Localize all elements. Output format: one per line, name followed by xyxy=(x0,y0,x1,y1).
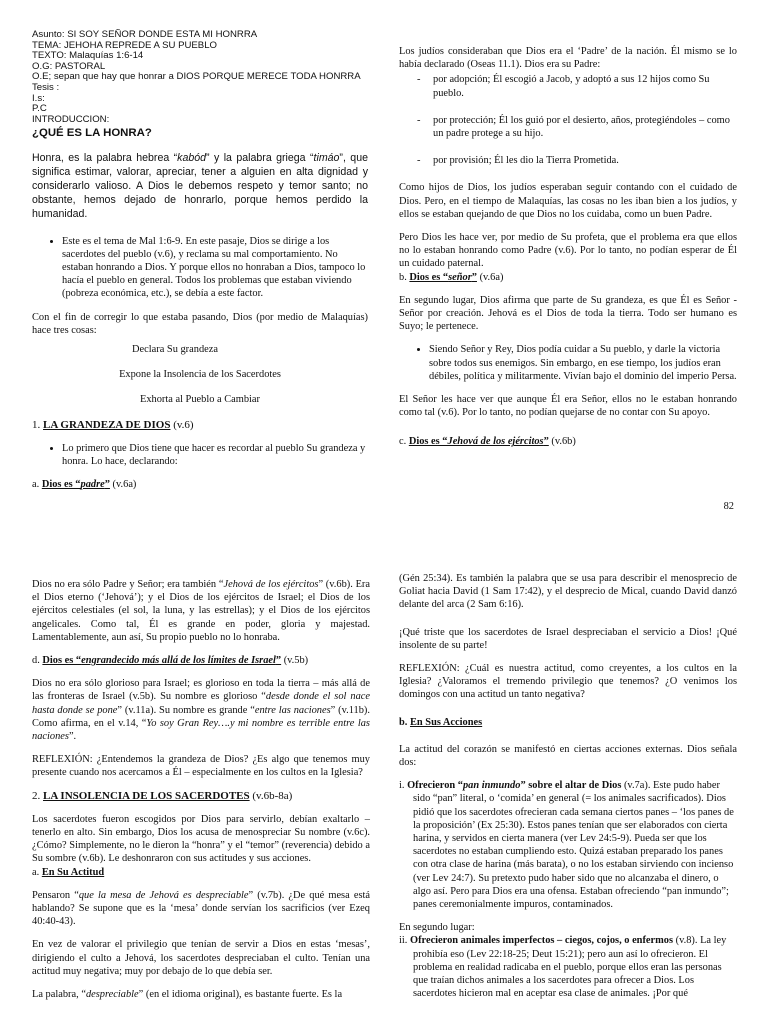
paragraph: ¡Qué triste que los sacerdotes de Israel despreciaban el servicio a Dios! ¡Qué insolente de su parte! xyxy=(399,626,737,651)
dash-item: - por provisión; Él les dio la Tierra Prometida. xyxy=(433,154,737,167)
bullet-item: • Este es el tema de Mal 1:6-9. En este pasaje, Dios se dirige a los sacerdotes del pueblo (v.6), y reclama su mal comportamiento. No estaban honrando a Dios. Y porque ellos no honraban a Dios, tampoco lo hacía el pueblo en general. Todos los problemas que estaban viviendo (pobreza económica, etc.), se debía a este factor. xyxy=(62,235,368,301)
header-line: I.s: xyxy=(32,92,45,104)
section-heading-2: 2. LA INSOLENCIA DE LOS SACERDOTES (v.6b-8a) xyxy=(32,789,293,802)
intro-paragraph: Honra, es la palabra hebrea “kabód” y la palabra griega “timáo”, que significa estimar, valorar, apreciar, tener a alguien en alta dignidad y considerarlo valioso. A Dios le debemos respeto y temor santo; no obstante, hemos dejado de honrarlo, porque hemos perdido la humanidad. xyxy=(32,151,368,220)
point-declara: Declara Su grandeza xyxy=(132,343,218,355)
bullet-item: • Lo primero que Dios tiene que hacer es recordar al pueblo Su grandeza y honra. Lo hace, declarando: xyxy=(62,442,368,468)
subheading-b: b. Dios es “señor” (v.6a) xyxy=(399,271,504,283)
header-line: O.E; sepan que hay que honrar a DIOS PORQUE MERECE TODA HONRRA xyxy=(32,71,361,83)
left-column xyxy=(32,30,368,501)
paragraph: Pensaron “que la mesa de Jehová es despreciable” (v.7b). ¿De qué mesa está hablando? Se supone que es la ‘mesa’ donde servían los sacrificios (ver Ezeq 40:40-43). xyxy=(32,889,370,928)
dash-item: - por protección; Él los guió por el desierto, años, protegiéndoles – como un padre protege a su hijo. xyxy=(433,114,737,140)
paragraph: El Señor les hace ver que aunque Él era Señor, ellos no le estaban honrando como tal (v.6). Por lo tanto, no podían quejarse de no contar con Su apoyo. xyxy=(399,394,737,419)
header-line: P.C xyxy=(32,103,47,115)
subheading-a: a. Dios es “padre” (v.6a) xyxy=(32,479,137,491)
header-line: INTRODUCCION: xyxy=(32,113,110,125)
paragraph: Como hijos de Dios, los judíos esperaban seguir contando con el cuidado de Dios. Pero, en el tiempo de Malaquías, las cosas no les iban bien a los judíos, y ellos se estaban quejando de que Dios no los cuidaba, como un buen Padre. xyxy=(399,182,737,220)
header-line: O.G: PASTORAL xyxy=(32,60,106,72)
header-line: TEXTO: Malaquías 1:6-14 xyxy=(32,50,144,62)
right-column xyxy=(399,45,737,459)
action-item-ii: ii. Ofrecieron animales imperfectos – ciegos, cojos, o enfermos (v.8). La ley prohibía eso (Lev 22:18-25; Deut 15:21); pero aun así lo ofrecieron. El problema en realidad radicaba en el pueblo, porque ellos eran las personas que traían dichos animales a los sacerdotes para ofrecer a Dios. Los sacerdotes hicieron mal en aceptar esa clase de animales. ¡Por qué xyxy=(399,935,727,1000)
paragraph: Dios no era sólo glorioso para Israel; es glorioso en toda la tierra – más allá de las fronteras de Israel (v.5b). Su nombre es glorioso “desde donde el sol nace hasta donde se pone” (v.11a). Su nombre es grande “entre las naciones” (v.11b). Como afirma, en el v.14, “Yo soy Gran Rey….y mi nombre es terrible entre las naciones”. xyxy=(32,678,370,743)
point-expone: Expone la Insolencia de los Sacerdotes xyxy=(119,369,281,381)
right-column xyxy=(399,572,737,1010)
paragraph: Con el fin de corregir lo que estaba pasando, Dios (por medio de Malaquías) hace tres cosas: xyxy=(32,311,368,336)
sermon-header xyxy=(32,30,368,125)
paragraph: Los judíos consideraban que Dios era el ‘Padre’ de la nación. Él mismo se lo había declarado (Oseas 11.1). Dios era su Padre: xyxy=(399,46,737,71)
bullet-list xyxy=(32,442,368,468)
paragraph: En vez de valorar el privilegio que tenían de servir a Dios en estas ‘mesas’, dirigiendo el culto a Jehová, los sacerdotes despreciaban el culto. Tenían una actitud muy negativa; muy por debajo de lo que debía ser. xyxy=(32,939,370,977)
paragraph: La actitud del corazón se manifestó en ciertas acciones externas. Dios señala dos: xyxy=(399,743,737,769)
page-next xyxy=(0,564,768,1024)
bullet-item: • Siendo Señor y Rey, Dios podía cuidar a Su pueblo, y darle la victoria sobre todos sus enemigos. Sin embargo, en ese tiempo, los judíos eran débiles, política y militarmente. Vivían bajo el dominio del imperio Persa. xyxy=(429,343,737,383)
subheading-d: d. Dios es “engrandecido más allá de los límites de Israel” (v.5b) xyxy=(32,655,309,667)
dash-item: - por adopción; Él escogió a Jacob, y adoptó a sus 12 hijos como Su pueblo. xyxy=(433,73,737,99)
reflection-paragraph: REFLEXIÓN: ¿Entendemos la grandeza de Dios? ¿Es algo que tenemos muy presente cuando nos acercamos a Él – especialmente en los cultos en la Iglesia? xyxy=(32,754,370,779)
paragraph: (Gén 25:34). Es también la palabra que se usa para describir el menosprecio de Goliat hacia David (1 Sam 17:42), y el desprecio de Mical, cuando David danzó delante del arca (2 Sam 6:16). xyxy=(399,573,737,611)
bullet-list xyxy=(32,235,368,301)
left-column xyxy=(32,578,370,1011)
reflection-paragraph: REFLEXIÓN: ¿Cuál es nuestra actitud, como creyentes, a los cultos en la Iglesia? ¿Valoramos el tremendo privilegio que tenemos? ¿O venimos los domingos con una actitud un tanto negativa? xyxy=(399,663,737,701)
subheading-a2: a. En Su Actitud xyxy=(32,866,105,878)
point-exhorta: Exhorta al Pueblo a Cambiar xyxy=(139,394,261,406)
paragraph: En segundo lugar: xyxy=(399,922,475,934)
paragraph: En segundo lugar, Dios afirma que parte de Su grandeza, es que Él es Señor - Señor por creación. Jehová es el Dios de toda la tierra. Todo ser humano es Suyo; le pertenece. xyxy=(399,294,737,333)
header-line: TEMA: JEHOHA REPREDE A SU PUEBLO xyxy=(32,39,217,51)
action-item-i: i. Ofrecieron “pan inmundo” sobre el altar de Dios (v.7a). Este pudo haber sido “pan” literal, o ‘comida’ en general (= los animales sacrificados). Dios pidió que los sacerdotes ofrecieran cada semana ciertos panes – ‘los panes de la proposición’ (Ex 25:30). Estos panes tenían que ser elaborados con cierta harina, y servidos en cierta manera (ver Lev 24:5-9). Pueda ser que los sacerdotes no estaban cumpliendo esto. Quizá estaban preparado los panes con otra clase de harina (más barata), o no los estaban sirviendo con incienso (ver Lev 24:7). Su pretexto pudo haber sido que no alcanzaba el dinero, o algo así. Pero para Dios era una ofensa. Estaban ofreciendo “pan inmundo”; panes ceremonialmente impuros, contaminados. xyxy=(399,780,734,911)
paragraph: Los sacerdotes fueron escogidos por Dios para servirlo, debían exaltarlo – tenerlo en alto. Sin embargo, Dios los acusa de menospreciar Su nombre (v.6c). ¿Cómo? Simplemente, no le dieron la “honra” y el “temor” (reverencia) debido a Su sombre (v.6b). Le deshonraron con sus actitudes y sus acciones. xyxy=(32,813,370,865)
paragraph: La palabra, “despreciable” (en el idioma original), es bastante fuerte. Es la xyxy=(32,989,343,1001)
bullet-list xyxy=(399,343,737,383)
dash-list xyxy=(399,73,737,167)
page-gap xyxy=(0,526,768,564)
section-heading-1: 1. LA GRANDEZA DE DIOS (v.6) xyxy=(32,418,194,431)
subheading-b2: b. En Sus Acciones xyxy=(399,716,483,728)
header-line: Asunto: SI SOY SEÑOR DONDE ESTA MI HONRRA xyxy=(32,29,258,40)
paragraph: Pero Dios les hace ver, por medio de Su profeta, que el problema era que ellos no lo estaban honrando como Padre (v.6). Por lo tanto, no podían esperar de Él un cuidado paternal. xyxy=(399,232,737,270)
header-line: Tesis : xyxy=(32,81,60,93)
page-number: 82 xyxy=(723,501,734,512)
paragraph: Dios no era sólo Padre y Señor; era también “Jehová de los ejércitos” (v.6b). Era el Dios eterno (‘Jehová’); y el Dios de los ejércitos de Israel; el Dios de los ejércitos celestiales (el sol, la luna, y las estrellas); y el Dios de los ejércitos angelicales. Como tal, Él es grande en poder, gloria y majestad. Lamentablemente, aun así, Su propio pueblo no lo honraba. xyxy=(32,579,370,643)
question-heading: ¿QUÉ ES LA HONRA? xyxy=(32,127,152,140)
subheading-c: c. Dios es “Jehová de los ejércitos” (v.6b) xyxy=(399,436,576,448)
